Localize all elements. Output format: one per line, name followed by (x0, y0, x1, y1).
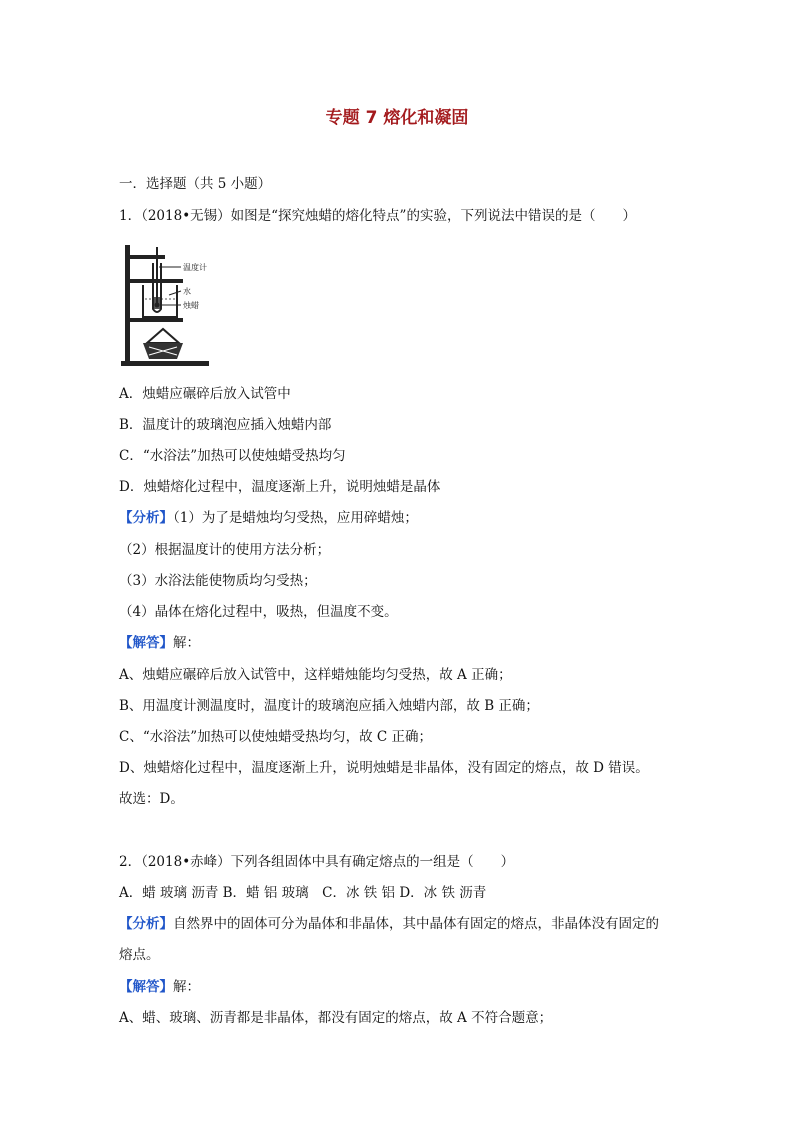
q2-analysis-text: 自然界中的固体可分为晶体和非晶体，其中晶体有固定的熔点，非晶体没有固定的 (173, 916, 659, 932)
q1-option-b: B．温度计的玻璃泡应插入烛蜡内部 (119, 417, 332, 433)
question-1-stem: 1．（2018•无锡）如图是“探究烛蜡的熔化特点”的实验，下列说法中错误的是（ ） (119, 208, 636, 224)
q1-analysis-tag: 【分析】 (119, 510, 173, 526)
q2-answer-intro: 解： (173, 979, 200, 995)
q2-analysis-line-1 (119, 915, 659, 933)
page-title: 专题 7 熔化和凝固 (325, 108, 469, 128)
q1-answer-tag: 【解答】 (119, 635, 173, 651)
experiment-apparatus-figure (119, 243, 229, 369)
q1-analysis-line-3: （3）水浴法能使物质均匀受热； (119, 573, 317, 589)
q1-option-c: C．“水浴法”加热可以使烛蜡受热均匀 (119, 448, 346, 464)
q1-option-a: A．烛蜡应碾碎后放入试管中 (119, 386, 291, 402)
q2-answer-tag: 【解答】 (119, 979, 173, 995)
wax-label: 烛蜡 (183, 301, 199, 310)
q1-answer-intro: 解： (173, 635, 200, 651)
q1-analysis-line-2: （2）根据温度计的使用方法分析； (119, 542, 331, 558)
thermometer-label: 温度计 (183, 263, 207, 272)
q1-answer-b: B、用温度计测温度时，温度计的玻璃泡应插入烛蜡内部，故 B 正确； (119, 698, 539, 714)
q1-analysis-line-4: （4）晶体在熔化过程中，吸热，但温度不变。 (119, 604, 398, 620)
q1-final-answer: 故选：D。 (119, 791, 184, 807)
q2-answer-a: A、蜡、玻璃、沥青都是非晶体，都没有固定的熔点，故 A 不符合题意； (119, 1010, 553, 1026)
q1-answer-c: C、“水浴法”加热可以使烛蜡受热均匀，故 C 正确； (119, 729, 433, 745)
q1-answer-d: D、烛蜡熔化过程中，温度逐渐上升，说明烛蜡是非晶体，没有固定的熔点，故 D 错误。 (119, 760, 649, 776)
q1-answer-a: A、烛蜡应碾碎后放入试管中，这样蜡烛能均匀受热，故 A 正确； (119, 667, 512, 683)
q1-analysis-line-1 (119, 509, 418, 527)
section-heading: 一．选择题（共 5 小题） (119, 176, 272, 192)
q2-answer-heading (119, 978, 200, 996)
water-label: 水 (183, 287, 191, 296)
q2-analysis-tag: 【分析】 (119, 916, 173, 932)
q1-option-d: D．烛蜡熔化过程中，温度逐渐上升，说明烛蜡是晶体 (119, 479, 441, 495)
q2-options: A．蜡 玻璃 沥青 B．蜡 铝 玻璃 C．冰 铁 铝 D．冰 铁 沥青 (119, 885, 487, 901)
question-2-stem: 2．（2018•赤峰）下列各组固体中具有确定熔点的一组是（ ） (119, 854, 515, 870)
q1-answer-heading (119, 634, 200, 652)
q1-analysis-text: （1）为了是蜡烛均匀受热，应用碎蜡烛； (173, 510, 418, 526)
q2-analysis-line-2: 熔点。 (119, 947, 160, 963)
